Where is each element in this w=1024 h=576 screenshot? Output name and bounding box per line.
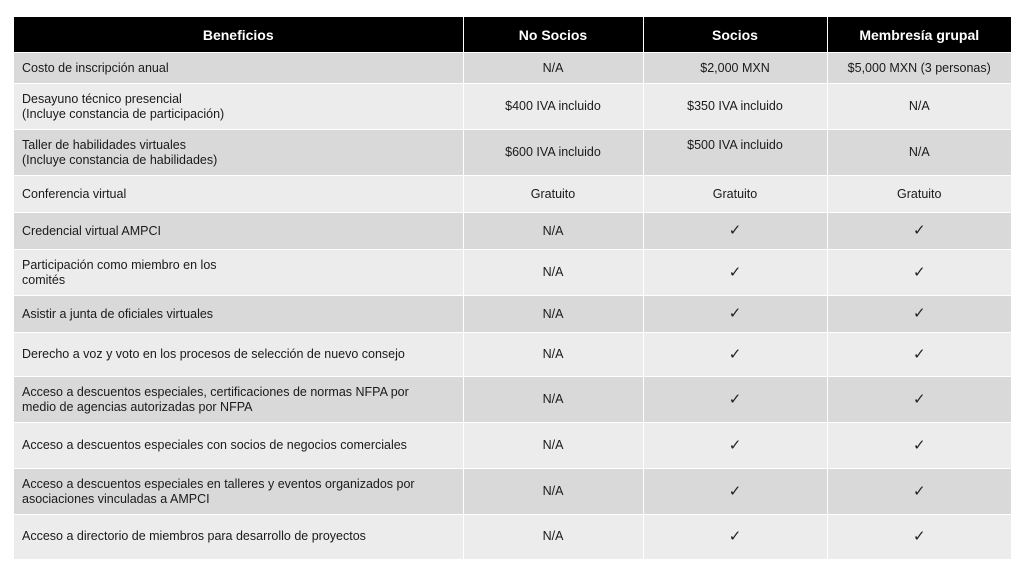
header-socios: Socios [643, 17, 827, 53]
check-icon: ✓ [912, 222, 926, 239]
benefit-label: Costo de inscripción anual [22, 60, 169, 75]
header-row [14, 17, 1011, 53]
benefit-cell [14, 377, 463, 423]
socios-cell [643, 250, 827, 296]
benefit-label: Taller de habilidades virtuales (Incluye constancia de habilidades) [22, 137, 218, 167]
grupal-cell [827, 333, 1011, 377]
grupal-cell [827, 296, 1011, 333]
no-socios-cell: N/A [463, 250, 643, 296]
table-row [14, 377, 1011, 423]
table-row [14, 515, 1011, 559]
socios-cell [643, 296, 827, 333]
no-socios-cell: N/A [463, 469, 643, 515]
grupal-cell: N/A [827, 84, 1011, 130]
no-socios-cell: N/A [463, 296, 643, 333]
benefit-label: Acceso a directorio de miembros para desarrollo de proyectos [22, 529, 366, 544]
no-socios-cell: $400 IVA incluido [463, 84, 643, 130]
socios-cell: $2,000 MXN [643, 53, 827, 84]
socios-cell [643, 515, 827, 559]
no-socios-cell: N/A [463, 333, 643, 377]
benefit-cell [14, 469, 463, 515]
grupal-cell: $5,000 MXN (3 personas) [827, 53, 1011, 84]
no-socios-cell: N/A [463, 53, 643, 84]
grupal-cell [827, 515, 1011, 559]
check-icon: ✓ [728, 390, 742, 408]
check-icon: ✓ [728, 436, 742, 454]
grupal-cell: Gratuito [827, 176, 1011, 213]
header-membresia-grupal: Membresía grupal [827, 17, 1011, 53]
grupal-cell [827, 213, 1011, 250]
socios-cell: $500 IVA incluido [643, 130, 827, 176]
socios-cell [643, 213, 827, 250]
check-icon: ✓ [728, 345, 742, 363]
benefit-cell [14, 333, 463, 377]
benefit-cell [14, 84, 463, 130]
check-icon: ✓ [728, 222, 742, 239]
socios-cell [643, 423, 827, 469]
table-row [14, 130, 1011, 176]
benefit-label: Derecho a voz y voto en los procesos de selección de nuevo consejo [22, 347, 405, 361]
header-no-socios: No Socios [463, 17, 643, 53]
check-icon: ✓ [912, 305, 926, 322]
benefit-cell [14, 423, 463, 469]
no-socios-cell: N/A [463, 423, 643, 469]
grupal-cell [827, 469, 1011, 515]
check-icon: ✓ [912, 345, 926, 363]
grupal-cell [827, 250, 1011, 296]
no-socios-cell: N/A [463, 515, 643, 559]
socios-cell: Gratuito [643, 176, 827, 213]
check-icon: ✓ [912, 390, 926, 408]
benefit-label: Acceso a descuentos especiales en talleres y eventos organizados por asociaciones vinculadas a AMPCI [22, 476, 415, 506]
grupal-cell: N/A [827, 130, 1011, 176]
table-row [14, 250, 1011, 296]
table-row [14, 53, 1011, 84]
no-socios-cell: $600 IVA incluido [463, 130, 643, 176]
check-icon: ✓ [912, 263, 926, 281]
table-row [14, 469, 1011, 515]
table-row [14, 423, 1011, 469]
no-socios-cell: Gratuito [463, 176, 643, 213]
benefit-cell [14, 515, 463, 559]
benefit-label: Desayuno técnico presencial (Incluye constancia de participación) [22, 91, 225, 121]
benefit-cell [14, 250, 463, 296]
no-socios-cell: N/A [463, 377, 643, 423]
grupal-cell [827, 423, 1011, 469]
check-icon: ✓ [912, 527, 926, 545]
benefit-cell [14, 176, 463, 213]
check-icon: ✓ [728, 305, 742, 322]
benefit-cell [14, 296, 463, 333]
table-row [14, 176, 1011, 213]
benefit-cell [14, 130, 463, 176]
benefit-label: Asistir a junta de oficiales virtuales [22, 306, 214, 321]
socios-cell [643, 333, 827, 377]
no-socios-cell: N/A [463, 213, 643, 250]
check-icon: ✓ [912, 436, 926, 454]
benefits-table [14, 17, 1011, 559]
grupal-cell [827, 377, 1011, 423]
benefit-cell [14, 213, 463, 250]
check-icon: ✓ [728, 263, 742, 281]
header-beneficios: Beneficios [14, 17, 463, 53]
check-icon: ✓ [912, 482, 926, 500]
table-row [14, 296, 1011, 333]
benefit-label: Conferencia virtual [22, 186, 127, 201]
socios-cell [643, 469, 827, 515]
table-row [14, 84, 1011, 130]
benefit-label: Acceso a descuentos especiales, certificaciones de normas NFPA por medio de agencias autorizadas por NFPA [22, 384, 409, 414]
benefit-label: Participación como miembro en los comités [22, 257, 217, 287]
check-icon: ✓ [728, 527, 742, 545]
benefit-cell [14, 53, 463, 84]
table-row [14, 213, 1011, 250]
socios-cell: $350 IVA incluido [643, 84, 827, 130]
benefit-label: Acceso a descuentos especiales con socios de negocios comerciales [22, 438, 407, 452]
socios-cell [643, 377, 827, 423]
benefit-label: Credencial virtual AMPCI [22, 223, 161, 238]
check-icon: ✓ [728, 482, 742, 500]
table-row [14, 333, 1011, 377]
